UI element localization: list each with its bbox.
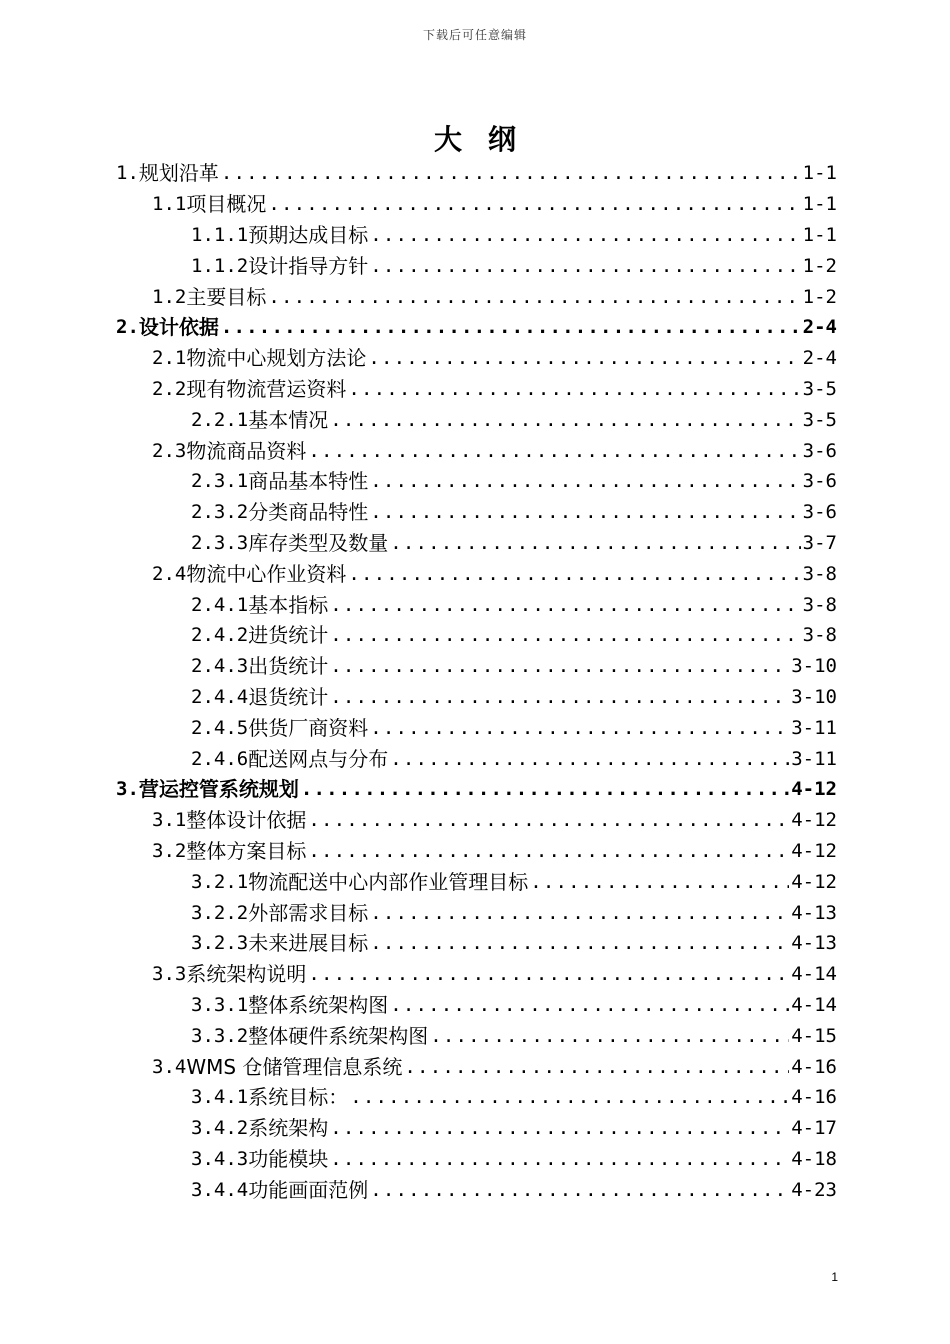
toc-entry-number: 3.4.4	[191, 1178, 249, 1201]
page-header: 下载后可任意编辑	[422, 28, 527, 42]
toc-dot-leader	[308, 836, 789, 866]
toc-entry-page: 3-11	[791, 716, 837, 739]
toc-entry-label: 物流配送中心内部作业管理目标	[248, 869, 529, 894]
toc-entry-label: 系统架构说明	[186, 962, 307, 987]
toc-entry-label: 物流中心作业资料	[186, 561, 347, 586]
toc-entry[interactable]	[0, 343, 950, 374]
toc-entry-page: 4-14	[791, 963, 837, 986]
toc-entry-page: 4-16	[791, 1086, 837, 1109]
toc-dot-leader	[390, 528, 800, 558]
toc-entry[interactable]	[0, 250, 950, 281]
toc-entry-number: 1.1.2	[191, 254, 249, 277]
toc-entry[interactable]	[0, 404, 950, 435]
toc-entry[interactable]	[0, 1051, 950, 1082]
toc-entry[interactable]	[0, 312, 950, 343]
toc-entry-page: 3-6	[802, 439, 837, 462]
toc-entry-number: 2.4.3	[191, 655, 249, 678]
toc-entry-number: 3.2.3	[191, 932, 249, 955]
toc-dot-leader	[370, 713, 789, 743]
toc-entry-number: 3.4	[152, 1055, 187, 1078]
toc-dot-leader	[348, 374, 800, 404]
toc-entry[interactable]	[0, 928, 950, 959]
toc-dot-leader	[308, 959, 789, 989]
toc-entry-label: 进货统计	[248, 623, 329, 648]
toc-entry-page: 2-4	[802, 347, 837, 370]
toc-entry[interactable]	[0, 158, 950, 189]
toc-entry[interactable]	[0, 651, 950, 682]
toc-entry-page: 4-18	[791, 1147, 837, 1170]
toc-entry[interactable]	[0, 836, 950, 867]
toc-entry[interactable]	[0, 189, 950, 220]
toc-entry-number: 3.4.2	[191, 1117, 249, 1140]
toc-entry-number: 3.3.1	[191, 993, 249, 1016]
toc-entry-page: 1-2	[802, 285, 837, 308]
toc-entry-page: 3-10	[791, 685, 837, 708]
toc-entry-label: 供货厂商资料	[248, 715, 369, 740]
toc-entry-page: 2-4	[802, 316, 837, 339]
toc-dot-leader	[308, 436, 800, 466]
toc-dot-leader	[308, 805, 789, 835]
toc-entry-number: 2.2.1	[191, 408, 249, 431]
toc-entry-number: 3.	[116, 778, 139, 801]
toc-entry-label: 商品基本特性	[248, 469, 369, 494]
toc-entry-page: 4-12	[791, 778, 837, 801]
toc-dot-leader	[221, 158, 801, 188]
toc-entry[interactable]	[0, 1020, 950, 1051]
toc-entry[interactable]	[0, 712, 950, 743]
table-of-contents	[0, 158, 950, 1205]
toc-entry[interactable]	[0, 866, 950, 897]
toc-entry-page: 1-1	[802, 193, 837, 216]
toc-dot-leader	[330, 682, 789, 712]
toc-entry-label: 项目概况	[186, 192, 267, 217]
toc-dot-leader	[330, 1113, 789, 1143]
toc-entry-number: 3.2.2	[191, 901, 249, 924]
toc-entry[interactable]	[0, 1144, 950, 1175]
toc-entry-page: 4-13	[791, 932, 837, 955]
toc-entry-label: 设计依据	[138, 315, 219, 340]
toc-entry-page: 3-6	[802, 470, 837, 493]
toc-entry-page: 1-2	[802, 254, 837, 277]
toc-entry-number: 2.4.1	[191, 593, 249, 616]
toc-entry[interactable]	[0, 466, 950, 497]
toc-entry-number: 3.2.1	[191, 870, 249, 893]
toc-entry[interactable]	[0, 1082, 950, 1113]
toc-entry-label: 外部需求目标	[248, 900, 369, 925]
toc-entry-page: 3-8	[802, 562, 837, 585]
toc-entry-page: 4-14	[791, 993, 837, 1016]
toc-entry-page: 3-5	[802, 408, 837, 431]
toc-entry-page: 1-1	[802, 162, 837, 185]
toc-entry[interactable]	[0, 743, 950, 774]
toc-dot-leader	[390, 990, 789, 1020]
toc-entry-number: 3.4.1	[191, 1086, 249, 1109]
toc-entry-page: 4-16	[791, 1055, 837, 1078]
toc-entry[interactable]	[0, 774, 950, 805]
toc-entry-page: 4-23	[791, 1178, 837, 1201]
toc-entry[interactable]	[0, 558, 950, 589]
toc-entry-page: 4-12	[791, 839, 837, 862]
toc-entry-page: 1-1	[802, 223, 837, 246]
toc-dot-leader	[330, 651, 789, 681]
toc-entry-label: 现有物流营运资料	[186, 376, 347, 401]
toc-entry-label: 出货统计	[248, 654, 329, 679]
toc-dot-leader	[370, 220, 800, 250]
toc-entry-label: 功能画面范例	[248, 1177, 369, 1202]
toc-entry[interactable]	[0, 990, 950, 1021]
toc-dot-leader	[350, 1082, 789, 1112]
toc-entry-label: 退货统计	[248, 684, 329, 709]
toc-entry-page: 4-17	[791, 1117, 837, 1140]
toc-entry-label: 基本指标	[248, 592, 329, 617]
toc-entry[interactable]	[0, 435, 950, 466]
toc-dot-leader	[368, 343, 800, 373]
toc-entry-number: 3.2	[152, 839, 187, 862]
toc-entry-page: 4-12	[791, 809, 837, 832]
toc-entry-number: 3.4.3	[191, 1147, 249, 1170]
toc-entry-number: 1.	[116, 162, 139, 185]
toc-entry-label: 库存类型及数量	[248, 530, 389, 555]
toc-entry-number: 1.1.1	[191, 223, 249, 246]
toc-entry-page: 3-8	[802, 593, 837, 616]
toc-entry-number: 1.1	[152, 193, 187, 216]
toc-entry-label: 物流中心规划方法论	[186, 346, 367, 371]
toc-entry-page: 3-7	[802, 531, 837, 554]
toc-entry-number: 2.	[116, 316, 139, 339]
toc-entry-number: 2.4.6	[191, 747, 249, 770]
toc-entry[interactable]	[0, 497, 950, 528]
toc-entry-page: 4-15	[791, 1024, 837, 1047]
toc-dot-leader	[370, 928, 789, 958]
toc-dot-leader	[370, 497, 800, 527]
toc-entry-page: 3-5	[802, 377, 837, 400]
toc-entry-label: 物流商品资料	[186, 438, 307, 463]
toc-dot-leader	[430, 1021, 789, 1051]
toc-entry-page: 3-11	[791, 747, 837, 770]
toc-entry[interactable]	[0, 959, 950, 990]
toc-entry[interactable]	[0, 220, 950, 251]
toc-dot-leader	[301, 774, 789, 804]
toc-entry[interactable]	[0, 528, 950, 559]
toc-entry-label: 配送网点与分布	[248, 746, 389, 771]
toc-dot-leader	[370, 1175, 789, 1205]
toc-entry-number: 2.2	[152, 377, 187, 400]
toc-dot-leader	[268, 189, 800, 219]
toc-entry[interactable]	[0, 589, 950, 620]
toc-entry-number: 3.3	[152, 963, 187, 986]
toc-entry-label: 功能模块	[248, 1146, 329, 1171]
toc-entry-number: 2.3	[152, 439, 187, 462]
toc-entry-label: 未来进展目标	[248, 931, 369, 956]
toc-entry-page: 3-6	[802, 501, 837, 524]
toc-entry-label: 系统架构	[248, 1116, 329, 1141]
toc-entry-label: 整体系统架构图	[248, 992, 389, 1017]
toc-dot-leader	[221, 312, 801, 342]
toc-entry-label: 设计指导方针	[248, 253, 369, 278]
toc-dot-leader	[348, 559, 800, 589]
toc-entry-number: 2.3.1	[191, 470, 249, 493]
toc-entry-label: 整体设计依据	[186, 808, 307, 833]
toc-dot-leader	[330, 405, 800, 435]
toc-dot-leader	[330, 1144, 789, 1174]
toc-dot-leader	[404, 1052, 789, 1082]
toc-entry-number: 1.2	[152, 285, 187, 308]
toc-dot-leader	[268, 282, 800, 312]
toc-entry-number: 2.3.2	[191, 501, 249, 524]
toc-entry-label: 整体硬件系统架构图	[248, 1023, 429, 1048]
toc-entry-number: 2.4	[152, 562, 187, 585]
toc-entry-number: 2.3.3	[191, 531, 249, 554]
toc-entry[interactable]	[0, 281, 950, 312]
toc-entry-page: 4-13	[791, 901, 837, 924]
toc-entry-label: 基本情况	[248, 407, 329, 432]
toc-entry-label: 分类商品特性	[248, 500, 369, 525]
toc-entry-number: 2.1	[152, 347, 187, 370]
toc-entry-label: 营运控管系统规划	[138, 777, 299, 802]
toc-entry-number: 2.4.2	[191, 624, 249, 647]
document-title: 大纲	[433, 123, 542, 156]
toc-entry[interactable]	[0, 1174, 950, 1205]
toc-dot-leader	[330, 590, 800, 620]
toc-dot-leader	[370, 898, 789, 928]
toc-entry-number: 3.1	[152, 809, 187, 832]
toc-dot-leader	[530, 867, 789, 897]
toc-dot-leader	[370, 251, 800, 281]
toc-entry-label: 规划沿革	[138, 161, 219, 186]
toc-entry[interactable]	[0, 1113, 950, 1144]
toc-entry-label: 整体方案目标	[186, 838, 307, 863]
toc-entry-page: 4-12	[791, 870, 837, 893]
toc-dot-leader	[390, 744, 789, 774]
toc-entry-page: 3-8	[802, 624, 837, 647]
toc-entry-label: WMS 仓储管理信息系统	[186, 1054, 403, 1079]
toc-dot-leader	[370, 466, 800, 496]
toc-entry-number: 2.4.5	[191, 716, 249, 739]
toc-entry[interactable]	[0, 620, 950, 651]
toc-entry-number: 3.3.2	[191, 1024, 249, 1047]
toc-entry-number: 2.4.4	[191, 685, 249, 708]
toc-entry[interactable]	[0, 682, 950, 713]
toc-dot-leader	[330, 620, 800, 650]
toc-entry-label: 预期达成目标	[248, 222, 369, 247]
toc-entry-label: 系统目标：	[248, 1085, 349, 1110]
page-number: 1	[831, 1270, 838, 1284]
toc-entry-page: 3-10	[791, 655, 837, 678]
toc-entry[interactable]	[0, 374, 950, 405]
toc-entry-label: 主要目标	[186, 284, 267, 309]
toc-entry[interactable]	[0, 897, 950, 928]
toc-entry[interactable]	[0, 805, 950, 836]
